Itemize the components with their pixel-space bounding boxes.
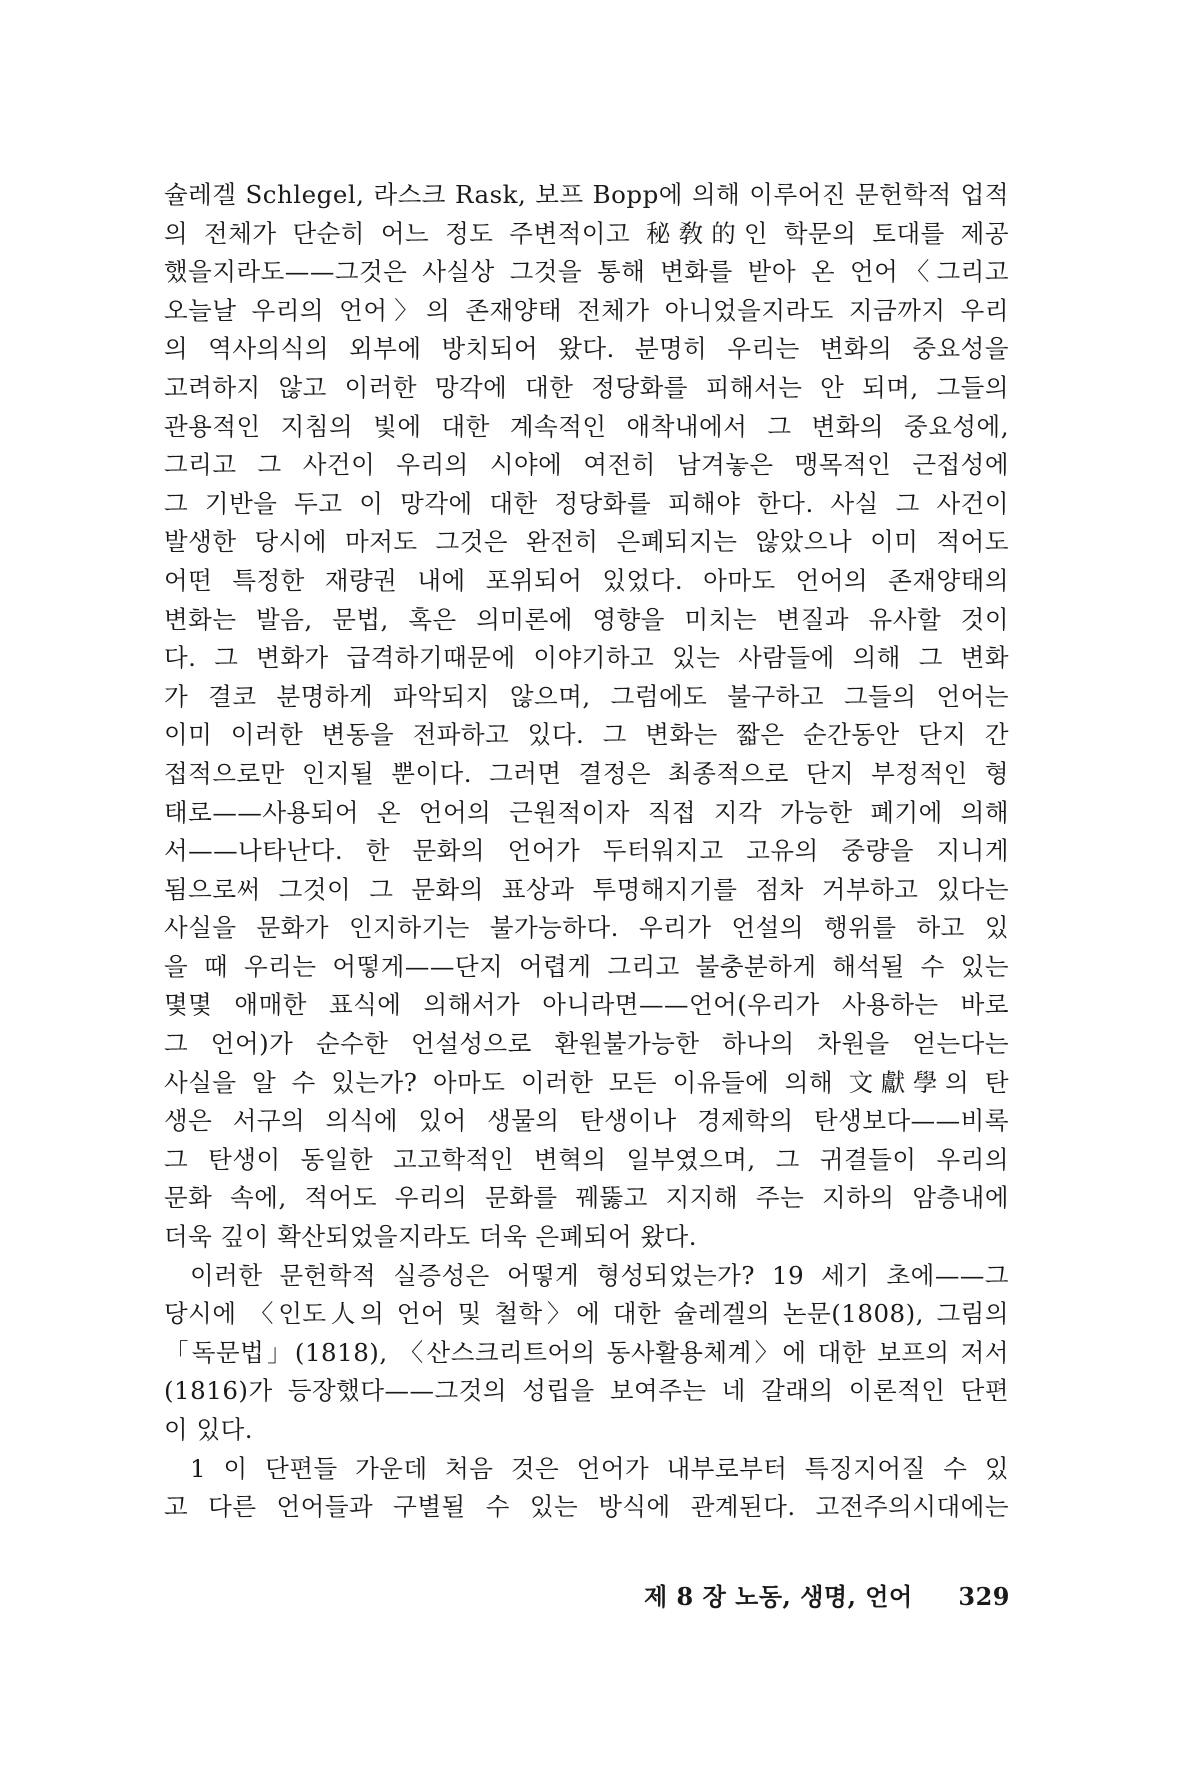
body-text — [164, 176, 1009, 1527]
text-line: 그 기반을 두고 이 망각에 대한 정당화를 피해야 한다. 사실 그 사건이 — [164, 488, 1009, 518]
text-line: 됨으로써 그것이 그 문화의 표상과 투명해지기를 점차 거부하고 있다는 — [164, 874, 1009, 904]
text-line: 오늘날 우리의 언어〉의 존재양태 전체가 아니었을지라도 지금까지 우리 — [164, 295, 1009, 325]
text-line: 생은 서구의 의식에 있어 생물의 탄생이나 경제학의 탄생보다——비록 — [164, 1106, 1009, 1136]
text-line: 사실을 알 수 있는가? 아마도 이러한 모든 이유들에 의해 文獻學의 탄 — [164, 1067, 1009, 1097]
text-line: 당시에 〈인도人의 언어 및 철학〉에 대한 슐레겔의 논문(1808), 그림의 — [164, 1299, 1009, 1329]
text-line: 그 언어)가 순수한 언설성으로 환원불가능한 하나의 차원을 얻는다는 — [164, 1029, 1009, 1059]
text-line: 이미 이러한 변동을 전파하고 있다. 그 변화는 짧은 순간동안 단지 간 — [164, 720, 1009, 750]
text-line: 의 전체가 단순히 어느 정도 주변적이고 秘敎的인 학문의 토대를 제공 — [164, 218, 1009, 248]
text-line: 이러한 문헌학적 실증성은 어떻게 형성되었는가? 19 세기 초에——그 — [190, 1260, 1009, 1290]
text-line: 슐레겔 Schlegel, 라스크 Rask, 보프 Bopp에 의해 이루어진 문헌학적 업적 — [164, 180, 1009, 209]
text-line: 의 역사의식의 외부에 방치되어 왔다. 분명히 우리는 변화의 중요성을 — [164, 334, 1009, 364]
text-line: 이 있다. — [164, 1415, 254, 1444]
text-line: 사실을 문화가 인지하기는 불가능하다. 우리가 언설의 행위를 하고 있 — [164, 913, 1009, 943]
text-line: 몇몇 애매한 표식에 의해서가 아니라면——언어(우리가 사용하는 바로 — [164, 990, 1009, 1020]
text-line: 1 이 단편들 가운데 처음 것은 언어가 내부로부터 특징지어질 수 있 — [190, 1453, 1009, 1483]
chapter-title: 제 8 장 노동, 생명, 언어 — [644, 1582, 913, 1611]
text-line: 접적으로만 인지될 뿐이다. 그러면 결정은 최종적으로 단지 부정적인 형 — [164, 758, 1009, 788]
text-line: 을 때 우리는 어떻게——단지 어렵게 그리고 불충분하게 해석될 수 있는 — [164, 951, 1009, 981]
page-footer — [640, 1577, 1010, 1617]
text-line: 어떤 특정한 재량권 내에 포위되어 있었다. 아마도 언어의 존재양태의 — [164, 565, 1009, 595]
text-line: 고려하지 않고 이러한 망각에 대한 정당화를 피해서는 안 되며, 그들의 — [164, 372, 1009, 402]
text-line: 했을지라도——그것은 사실상 그것을 통해 변화를 받아 온 언어〈그리고 — [164, 257, 1009, 287]
text-line: 그 탄생이 동일한 고고학적인 변혁의 일부였으며, 그 귀결들이 우리의 — [164, 1144, 1009, 1174]
text-line: 발생한 당시에 마저도 그것은 완전히 은폐되지는 않았으나 이미 적어도 — [164, 527, 1009, 557]
text-line: 「독문법」(1818), 〈산스크리트어의 동사활용체계〉에 대한 보프의 저서 — [164, 1337, 1009, 1367]
text-line: 문화 속에, 적어도 우리의 문화를 꿰뚫고 지지해 주는 지하의 암층내에 — [164, 1183, 1009, 1213]
text-line: 태로——사용되어 온 언어의 근원적이자 직접 지각 가능한 폐기에 의해 — [164, 797, 1009, 827]
text-line: 다. 그 변화가 급격하기때문에 이야기하고 있는 사람들에 의해 그 변화 — [164, 643, 1009, 673]
text-line: 가 결코 분명하게 파악되지 않으며, 그럼에도 불구하고 그들의 언어는 — [164, 681, 1009, 711]
page-number: 329 — [958, 1582, 1010, 1611]
text-line: 관용적인 지침의 빛에 대한 계속적인 애착내에서 그 변화의 중요성에, — [164, 411, 1009, 441]
text-line: 그리고 그 사건이 우리의 시야에 여전히 남겨놓은 맹목적인 근접성에 — [164, 450, 1009, 480]
text-line: 변화는 발음, 문법, 혹은 의미론에 영향을 미치는 변질과 유사할 것이 — [164, 604, 1009, 634]
text-line: 더욱 깊이 확산되었을지라도 더욱 은폐되어 왔다. — [164, 1222, 698, 1252]
text-line: 서——나타난다. 한 문화의 언어가 두터워지고 고유의 중량을 지니게 — [164, 836, 1009, 866]
text-line: 고 다른 언어들과 구별될 수 있는 방식에 관계된다. 고전주의시대에는 — [164, 1492, 1009, 1522]
text-line: (1816)가 등장했다——그것의 성립을 보여주는 네 갈래의 이론적인 단편 — [164, 1376, 1009, 1406]
